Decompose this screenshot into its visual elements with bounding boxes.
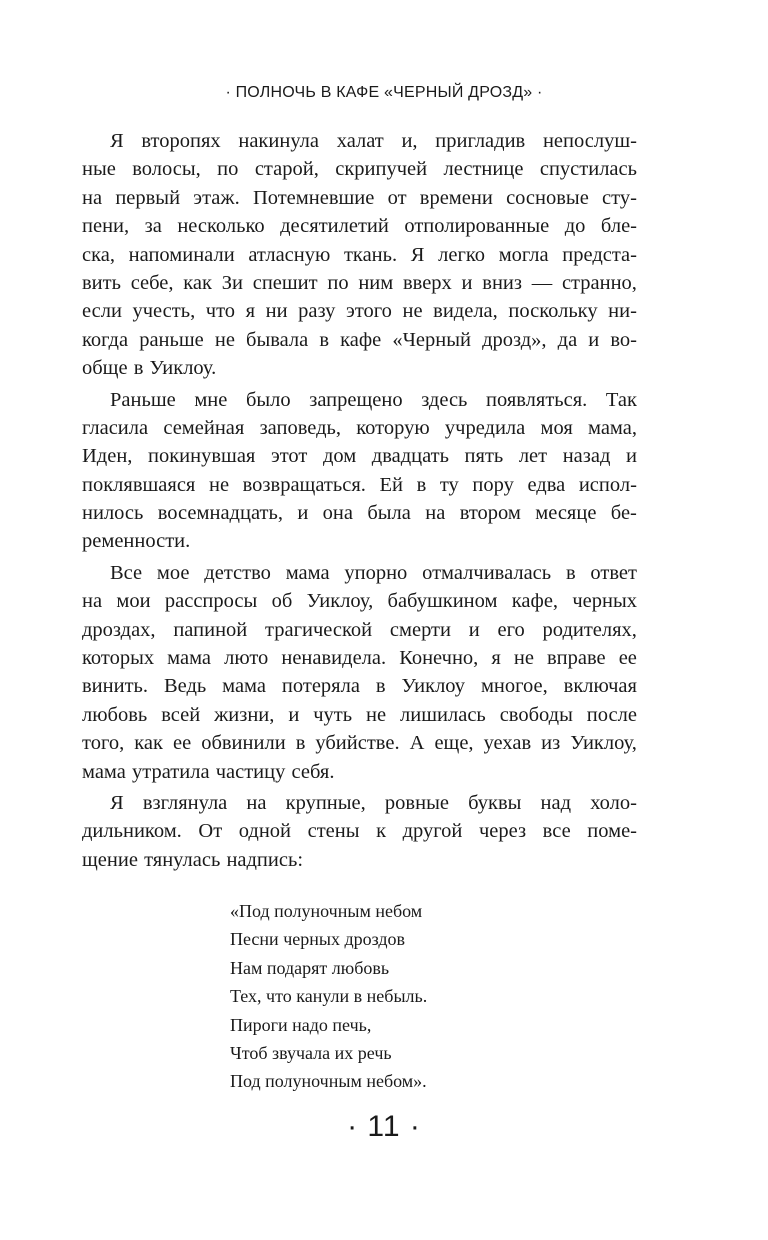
text-line: Я взглянула на крупные, ровные буквы над холо- xyxy=(110,791,637,814)
text-line: любовь всей жизни, и чуть не лишилась свободы после xyxy=(82,703,637,726)
text-line: вить себе, как Зи спешит по ним вверх и вниз — странно, xyxy=(82,271,637,294)
text-line: гласила семейная заповедь, которую учредила моя мама, xyxy=(82,416,637,439)
poem-line: Пироги надо печь, xyxy=(230,1014,372,1035)
text-line: мама утратила частицу себя. xyxy=(82,760,335,783)
text-line: Все мое детство мама упорно отмалчивалась в ответ xyxy=(110,561,637,584)
text-line: пени, за несколько десятилетий отполированные до бле- xyxy=(82,215,637,238)
text-line: когда раньше не бывала в кафе «Черный дрозд», да и во- xyxy=(82,328,637,351)
text-line: если учесть, что я ни разу этого не видела, поскольку ни- xyxy=(82,300,637,323)
text-line: дильником. От одной стены к другой через все поме- xyxy=(82,820,637,843)
text-line: ска, напоминали атласную ткань. Я легко могла предста- xyxy=(82,243,637,266)
paragraph xyxy=(82,127,637,383)
poem-line: Песни черных дроздов xyxy=(230,929,406,950)
text-line: того, как ее обвинили в убийстве. А еще, уехав из Уиклоу, xyxy=(82,732,637,755)
text-line: винить. Ведь мама потеряла в Уиклоу многое, включая xyxy=(82,675,637,698)
poem-block xyxy=(230,897,427,1096)
paragraph xyxy=(82,789,637,874)
text-line: которых мама люто ненавидела. Конечно, я не вправе ее xyxy=(82,647,637,670)
paragraph xyxy=(82,386,637,556)
page-number: · 11 · xyxy=(347,1110,421,1143)
body-text xyxy=(82,127,637,874)
text-line: дроздах, папиной трагической смерти и его родителях, xyxy=(82,618,637,641)
paragraph xyxy=(82,559,637,786)
running-header: · ПОЛНОЧЬ В КАФЕ «ЧЕРНЫЙ ДРОЗД» · xyxy=(225,84,543,101)
text-line: обще в Уиклоу. xyxy=(82,357,217,380)
text-line: Иден, покинувшая этот дом двадцать пять лет назад и xyxy=(82,445,637,468)
poem-line: «Под полуночным небом xyxy=(230,901,423,921)
text-line: ные волосы, по старой, скрипучей лестнице спустилась xyxy=(82,158,637,181)
text-line: нилось восемнадцать, и она была на втором месяце бе- xyxy=(82,502,637,525)
text-line: щение тянулась надпись: xyxy=(82,848,304,871)
text-line: поклявшаяся не возвращаться. Ей в ту пору едва испол- xyxy=(82,473,637,496)
text-line: Раньше мне было запрещено здесь появляться. Так xyxy=(110,388,637,411)
poem-line: Нам подарят любовь xyxy=(230,957,390,978)
poem-line: Тех, что канули в небыль. xyxy=(230,986,428,1007)
poem-line: Под полуночным небом». xyxy=(230,1071,427,1092)
text-line: ременности. xyxy=(82,530,191,553)
text-line: на первый этаж. Потемневшие от времени сосновые сту- xyxy=(82,186,637,209)
text-line: Я второпях накинула халат и, пригладив непослуш- xyxy=(110,130,637,152)
poem-line: Чтоб звучала их речь xyxy=(230,1043,392,1064)
text-line: на мои расспросы об Уиклоу, бабушкином кафе, черных xyxy=(82,590,637,613)
